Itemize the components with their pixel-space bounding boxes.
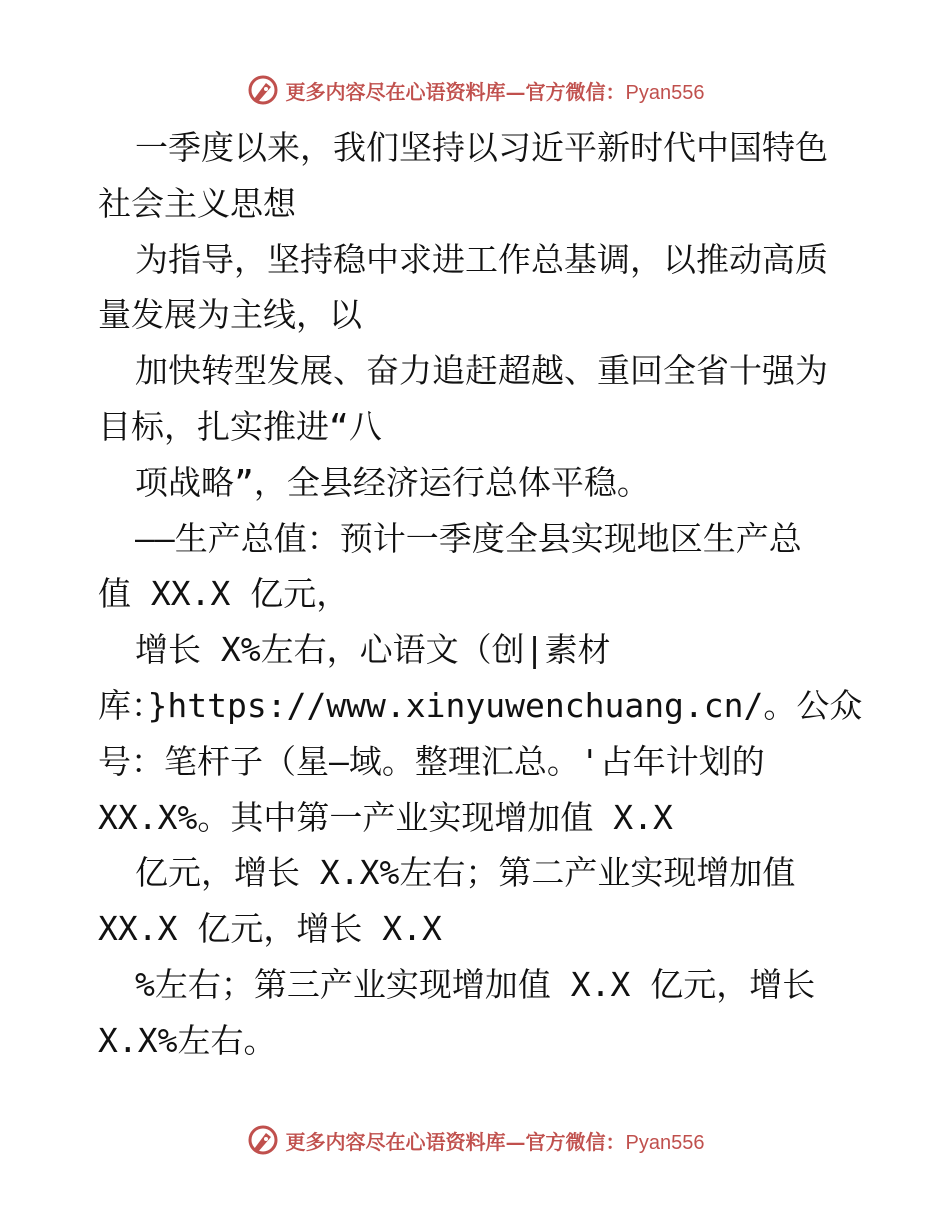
pen-nib-logo-icon bbox=[246, 73, 280, 107]
body-text-line: %左右；第三产业实现增加值 X.X 亿元，增长 bbox=[135, 964, 816, 1004]
header-banner bbox=[0, 70, 950, 110]
body-text-line: 一季度以来，我们坚持以习近平新时代中国特色 bbox=[135, 128, 828, 167]
wechat-handle: Pyan556 bbox=[625, 1131, 705, 1154]
body-text-line: XX.X%。其中第一产业实现增加值 X.X bbox=[98, 797, 673, 837]
body-text-line: 值 XX.X 亿元， bbox=[98, 574, 350, 614]
document-body bbox=[98, 122, 863, 1071]
banner-dash: — bbox=[505, 1129, 526, 1154]
wechat-label: 官方微信： bbox=[525, 1129, 626, 1154]
body-text-line: 社会主义思想 bbox=[98, 183, 296, 223]
body-text-line: 为指导，坚持稳中求进工作总基调，以推动高质 bbox=[135, 239, 828, 279]
body-text-line: 加快转型发展、奋力追赶超越、重回全省十强为 bbox=[135, 351, 828, 391]
footer-banner bbox=[0, 1120, 950, 1160]
footer-banner-text bbox=[286, 1126, 705, 1155]
body-text-line: 库：}https://www.xinyuwenchuang.cn/。公众 bbox=[98, 685, 863, 725]
header-banner-text bbox=[286, 76, 705, 105]
body-text-line: 增长 X%左右，心语文（创|素材 bbox=[135, 630, 611, 670]
pen-nib-logo-icon bbox=[246, 1123, 280, 1157]
body-text-line: 目标，扎实推进“八 bbox=[98, 406, 382, 446]
wechat-label: 官方微信： bbox=[525, 79, 626, 104]
site-text: 更多内容尽在心语资料库 bbox=[285, 1129, 506, 1154]
body-text-line: ——生产总值：预计一季度全县实现地区生产总 bbox=[135, 518, 802, 558]
wechat-handle: Pyan556 bbox=[625, 81, 705, 104]
banner-dash: — bbox=[505, 79, 526, 104]
body-text-line: 量发展为主线，以 bbox=[98, 295, 362, 335]
body-text-line: XX.X 亿元，增长 X.X bbox=[98, 909, 442, 949]
body-text-line: 项战略”，全县经济运行总体平稳。 bbox=[135, 462, 650, 502]
site-text: 更多内容尽在心语资料库 bbox=[285, 79, 506, 104]
body-text-line: 号：笔杆子（星—域。整理汇总。'占年计划的 bbox=[98, 741, 765, 781]
body-text-line: X.X%左右。 bbox=[98, 1020, 277, 1060]
body-text-line: 亿元，增长 X.X%左右；第二产业实现增加值 bbox=[135, 853, 796, 893]
